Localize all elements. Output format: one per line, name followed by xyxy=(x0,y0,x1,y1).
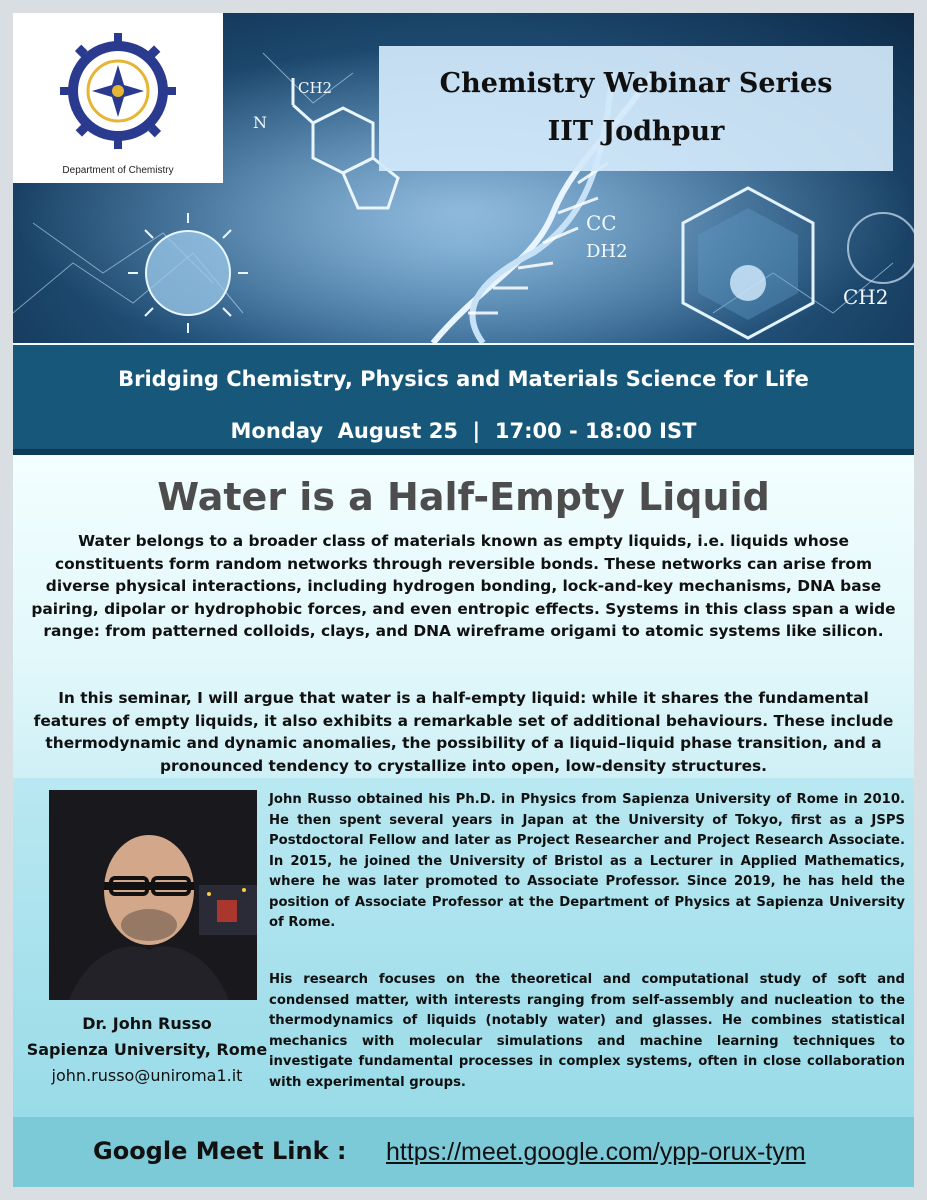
speaker-bio-paragraph-2: His research focuses on the theoretical and computational study of soft and condensed matter, with interests ranging from self-assembly and nucleation to the thermodynamics of liquids (notably water) and glasses. He combines statistical mechanics with molecular simulations and machine learning techniques to investigate fundamental processes in complex systems, often in close collaboration with experimental groups. xyxy=(269,972,905,1090)
series-title-box xyxy=(379,46,893,171)
meet-link-bar xyxy=(13,1117,914,1187)
google-meet-link[interactable]: https://meet.google.com/ypp-orux-tym xyxy=(386,1138,806,1166)
speaker-affiliation: Sapienza University, Rome xyxy=(26,1040,268,1059)
speaker-name: Dr. John Russo xyxy=(82,1014,212,1033)
abstract-paragraph-1: Water belongs to a broader class of materials known as empty liquids, i.e. liquids whose constituents form random networks through reversible bonds. These networks can arise from diverse physical interactions, including hydrogen bonding, lock-and-key mechanisms, DNA base pairing, dipolar or hydrophobic forces, and even entropic effects. Systems in this class span a wide range: from patterned colloids, clays, and DNA wireframe origami to atomic systems like silicon. xyxy=(31,532,896,640)
speaker-portrait-icon xyxy=(49,790,257,1000)
header-banner xyxy=(13,13,914,343)
chem-label: CH2 xyxy=(843,285,889,309)
speaker-photo xyxy=(49,790,257,1000)
event-datetime: Monday August 25 | 17:00 - 18:00 IST xyxy=(230,419,697,443)
event-theme: Bridging Chemistry, Physics and Materials Science for Life xyxy=(118,367,809,391)
abstract-section xyxy=(13,455,914,790)
talk-title: Water is a Half-Empty Liquid xyxy=(157,475,770,519)
chem-label: N xyxy=(253,113,267,132)
chem-label: CC xyxy=(586,211,617,235)
chem-label: DH2 xyxy=(586,241,628,262)
speaker-bio-paragraph-1: John Russo obtained his Ph.D. in Physics from Sapienza University of Rome in 2010. He then spent several years in Japan at the University of Tokyo, first as a JSPS Postdoctoral Fellow and later as Project Researcher and Project Research Associate. In 2015, he joined the University of Bristol as a Lecturer in Applied Mathematics, where he was later promoted to Associate Professor. Since 2019, he has held the position of Associate Professor at the Department of Physics at Sapienza University of Rome. xyxy=(269,792,905,930)
virus-sphere-icon xyxy=(128,213,248,333)
speaker-email[interactable]: john.russo@uniroma1.it xyxy=(51,1066,243,1085)
iit-logo-panel xyxy=(13,13,223,183)
iit-jodhpur-logo-icon xyxy=(13,13,223,183)
abstract-paragraph-2: In this seminar, I will argue that water is a half-empty liquid: while it shares the fundamental features of empty liquids, it also exhibits a remarkable set of additional behaviours. These include thermodynamic and dynamic anomalies, the possibility of a liquid–liquid phase transition, and a pronounced tendency to crystallize into open, low-density structures. xyxy=(33,689,894,775)
speaker-section xyxy=(13,778,914,1118)
chem-label: CH2 xyxy=(298,79,333,97)
institute-title: IIT Jodhpur xyxy=(547,116,725,147)
logo-caption: Department of Chemistry xyxy=(62,165,174,176)
event-info-bar xyxy=(13,345,914,455)
meet-link-label: Google Meet Link : xyxy=(93,1137,347,1165)
series-title: Chemistry Webinar Series xyxy=(439,68,833,99)
webinar-poster xyxy=(13,13,914,1187)
